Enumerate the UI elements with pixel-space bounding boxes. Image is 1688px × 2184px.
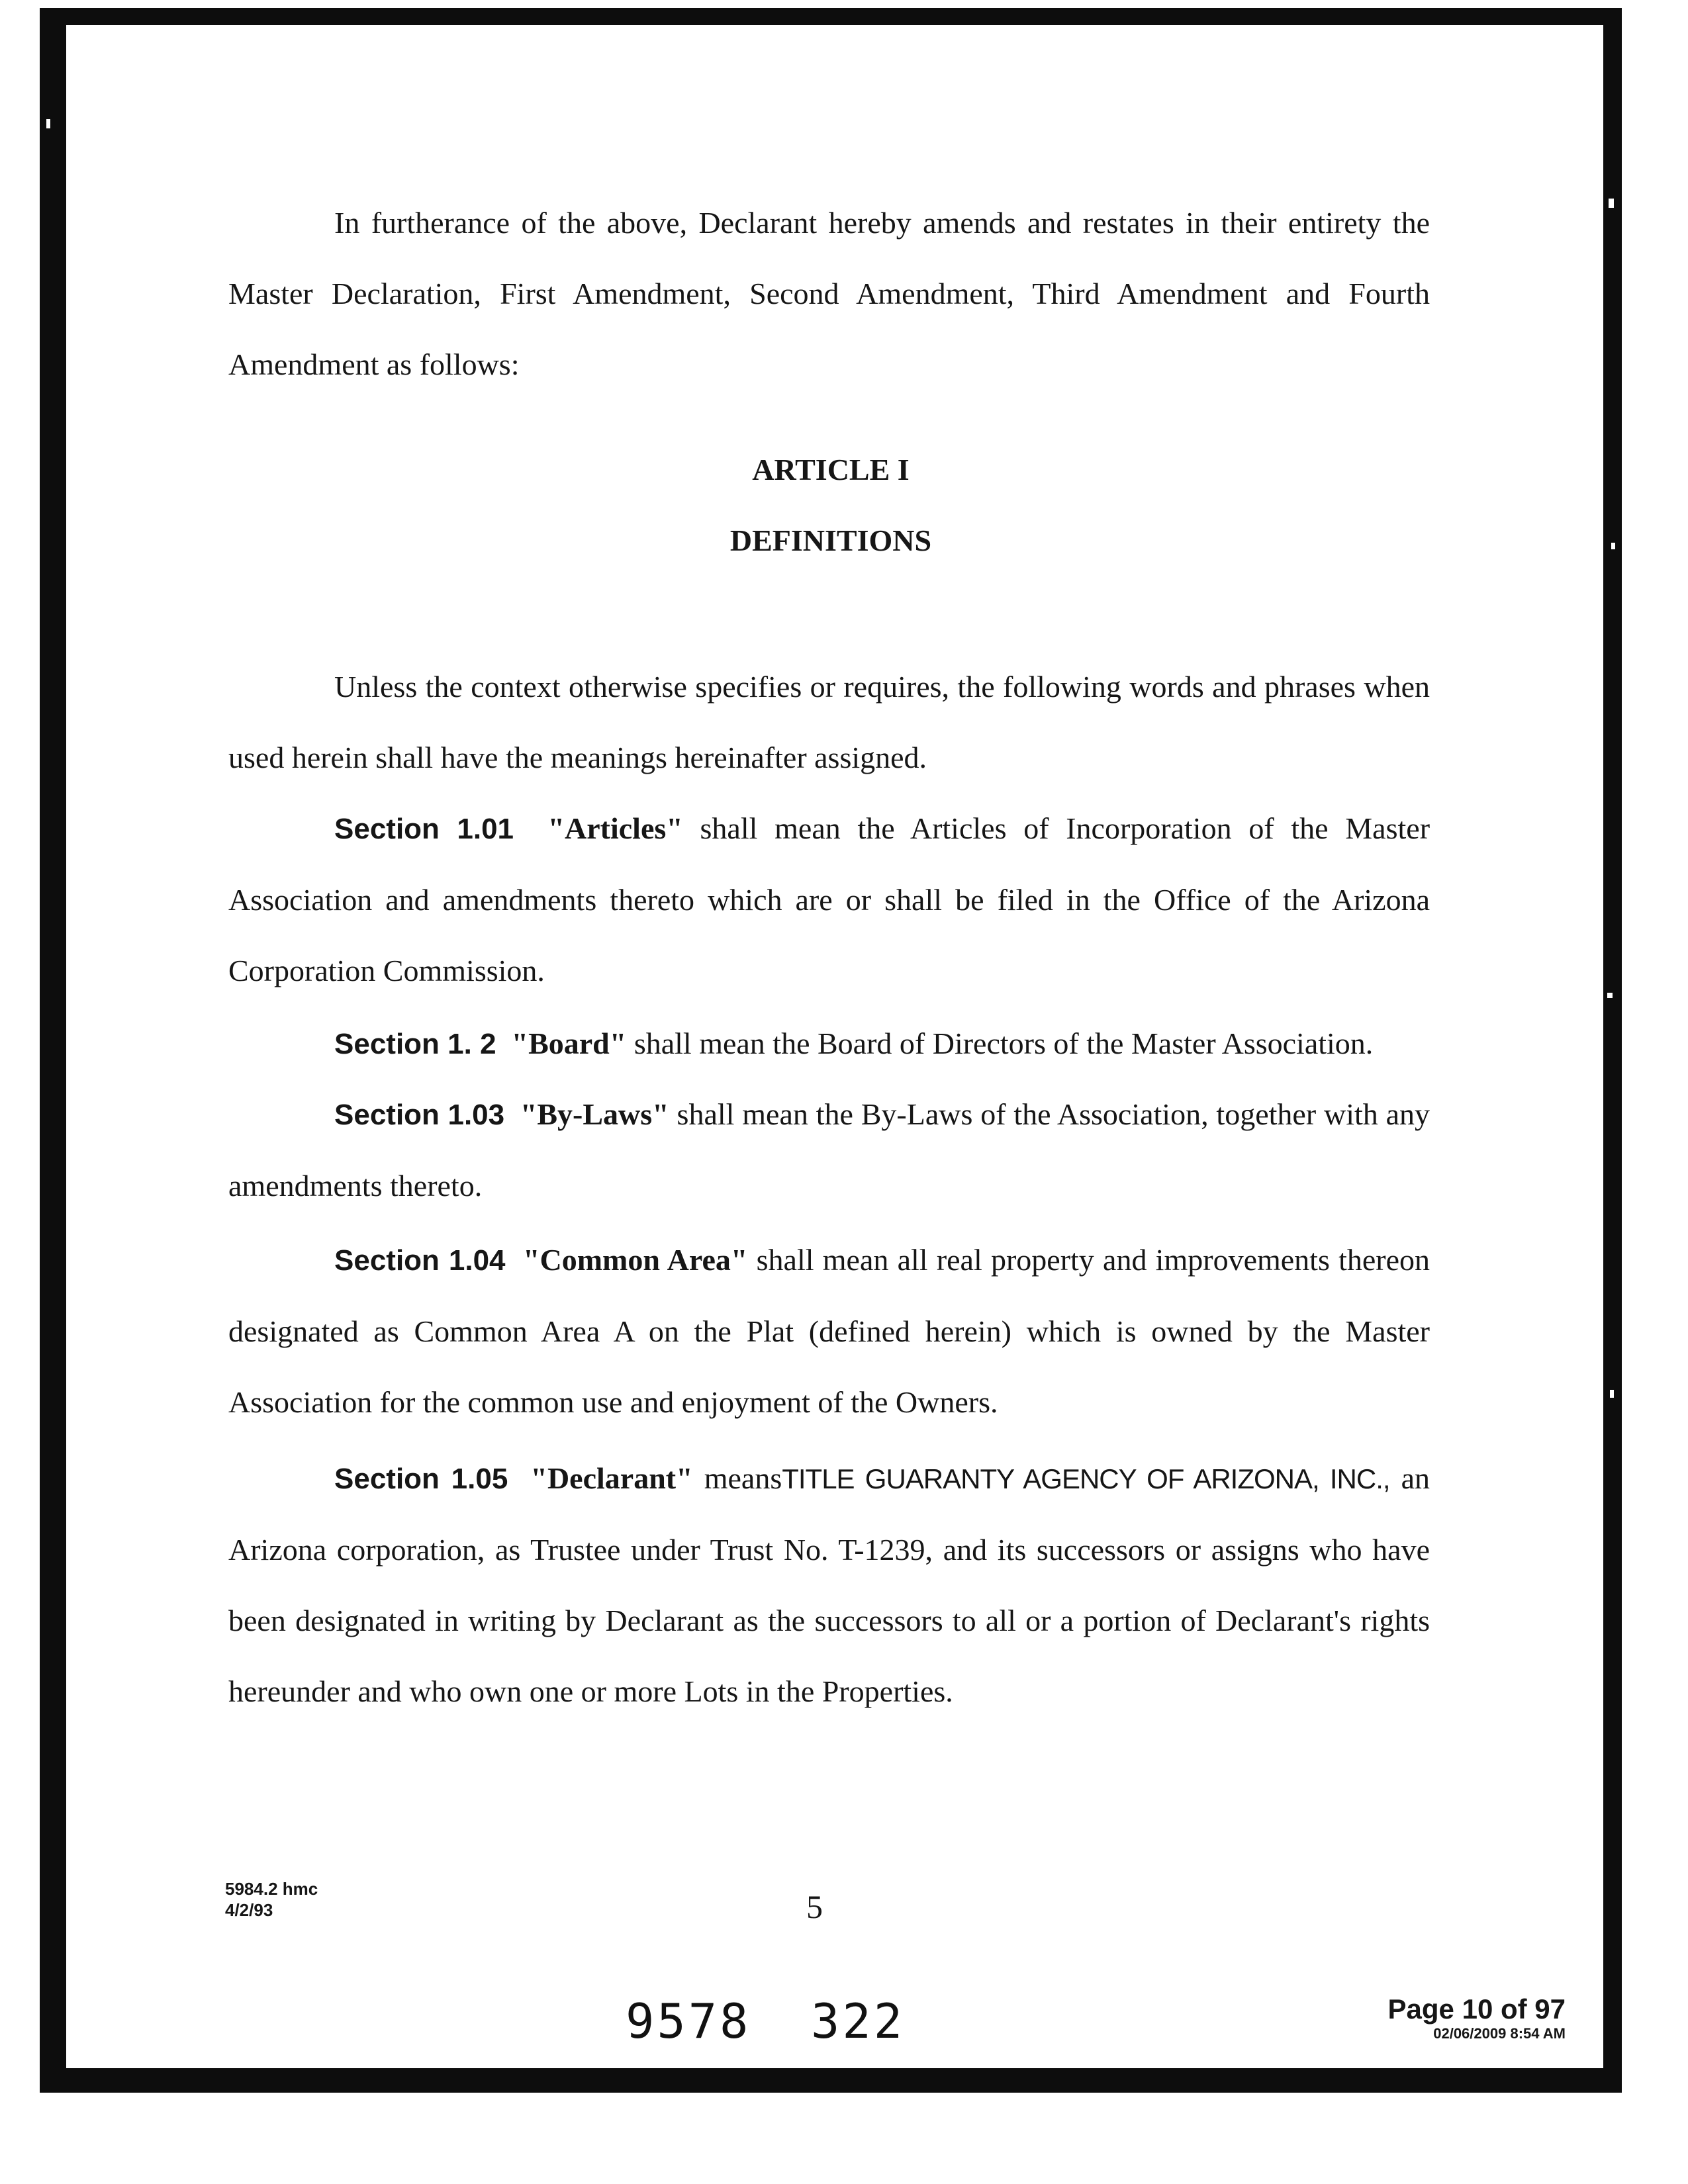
section-label: Section 1.04 — [334, 1244, 506, 1277]
page-number: 5 — [806, 1888, 823, 1925]
section-1-05 — [228, 1443, 1430, 1727]
scan-speck — [1609, 199, 1614, 208]
scan-speck — [1607, 993, 1613, 998]
scan-border-left — [40, 8, 66, 2093]
page-of-total: Page 10 of 97 — [1387, 1993, 1566, 2025]
recording-page-stamp: 322 — [811, 1993, 906, 2049]
section-1-04 — [228, 1224, 1430, 1437]
section-text: an Arizona corporation, as Trustee under Trust No. T-1239, and its successors or assigns who have been designated in writing by Declarant as the successors to all or a portion of Declarant's rights hereunder and who own one or more Lots in the Properties. — [228, 1461, 1430, 1708]
section-text: shall mean the Articles of Incorporation of the Master Association and amendments thereto which are or shall be filed in the Office of the Arizona Corporation Commission. — [228, 811, 1430, 987]
section-label: Section 1. 2 — [334, 1028, 496, 1060]
scan-border-bottom — [40, 2068, 1622, 2093]
defined-term: "Articles" — [547, 811, 683, 845]
section-text: shall mean the Board of Directors of the Master Association. — [633, 1026, 1374, 1060]
intro-paragraph: In furtherance of the above, Declarant hereby amends and restates in their entirety the Master Declaration, First Amendment, Second Amendment, Third Amendment and Fourth Amendment as follows: — [228, 206, 1430, 381]
scan-speck — [46, 119, 50, 128]
section-label: Section 1.03 — [334, 1099, 505, 1131]
section-label: Section 1.01 — [334, 813, 514, 845]
doc-code: 5984.2 hmc — [225, 1879, 318, 1899]
recording-book-stamp: 9578 — [626, 1993, 751, 2049]
scan-speck — [1610, 1390, 1614, 1398]
section-text: shall mean all real property and improvements thereon designated as Common Area A on the Plat (defined herein) which is owned by the Master Association for the common use and enjoyment of the Owners. — [228, 1243, 1430, 1419]
doc-reference — [225, 1878, 318, 1921]
preamble-paragraph: Unless the context otherwise specifies or requires, the following words and phrases when used herein shall have the meanings hereinafter assigned. — [228, 670, 1430, 774]
article-title: DEFINITIONS — [729, 523, 932, 557]
defined-term: "Board" — [511, 1026, 627, 1060]
section-text: shall mean the By-Laws of the Association, together with any amendments thereto. — [228, 1097, 1430, 1203]
defined-term: "Common Area" — [522, 1243, 748, 1277]
section-1-03 — [228, 1079, 1430, 1221]
section-text-before: means — [704, 1461, 782, 1495]
article-number: ARTICLE I — [752, 453, 910, 486]
print-timestamp: 02/06/2009 8:54 AM — [1433, 2025, 1566, 2042]
section-label: Section 1.05 — [334, 1463, 508, 1495]
defined-term: "By-Laws" — [520, 1097, 669, 1131]
defined-term: "Declarant" — [530, 1461, 693, 1495]
scan-border-right — [1603, 8, 1622, 2093]
doc-date: 4/2/93 — [225, 1900, 273, 1920]
section-1-02 — [228, 1008, 1430, 1079]
scan-border-top — [40, 8, 1622, 25]
section-1-01 — [228, 793, 1430, 1006]
declarant-entity: TITLE GUARANTY AGENCY OF ARIZONA, INC., — [782, 1463, 1390, 1494]
